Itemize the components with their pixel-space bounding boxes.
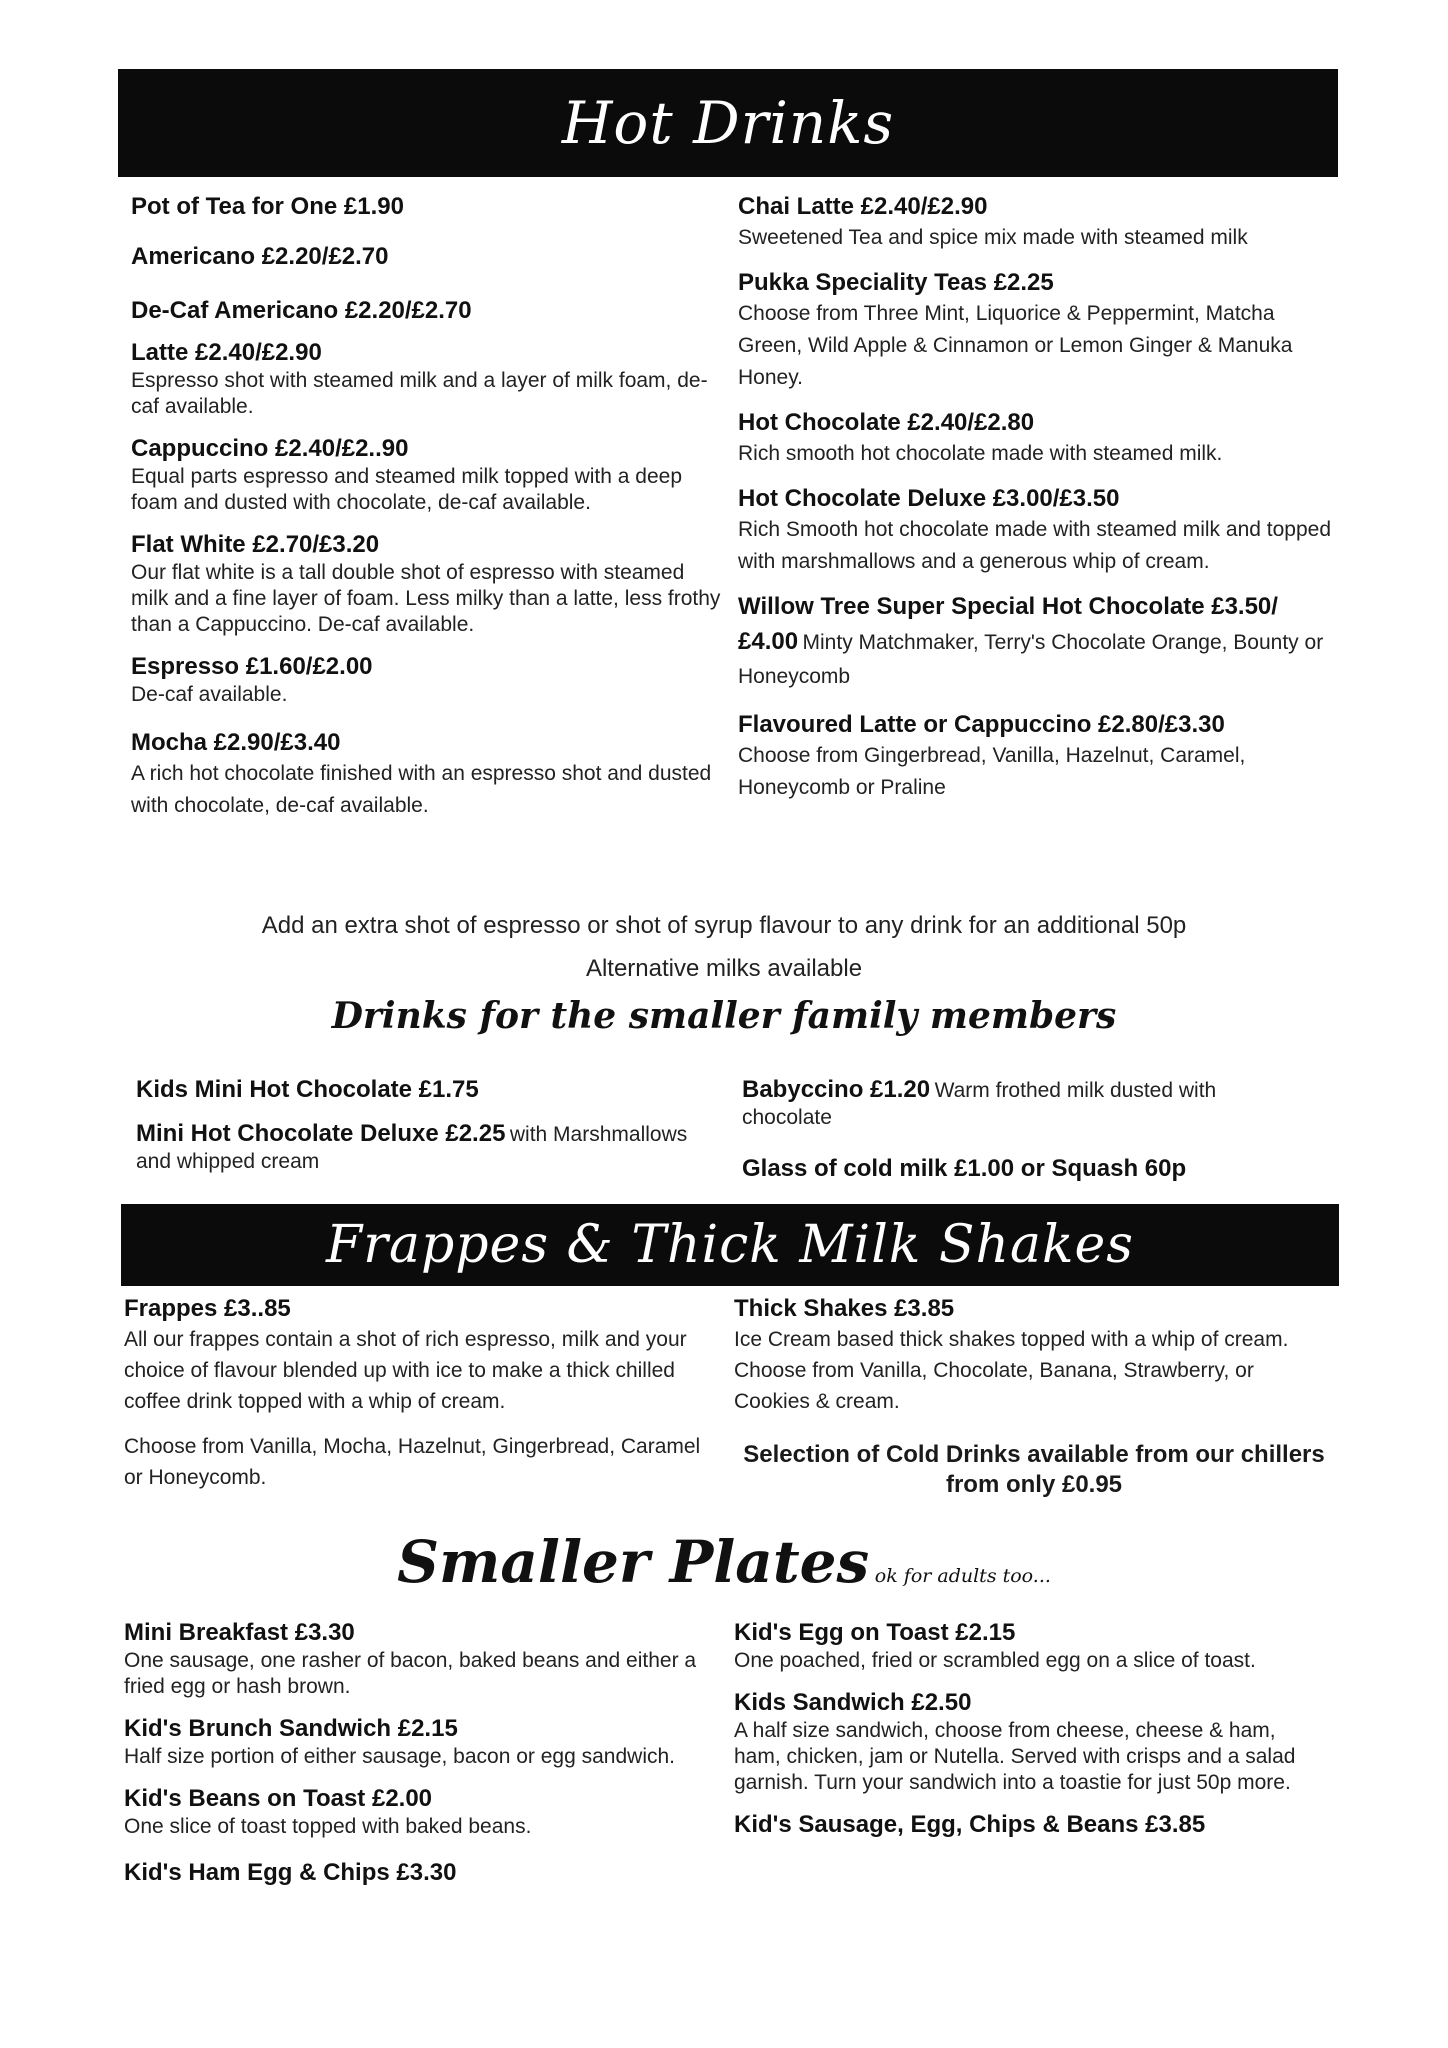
- hot-drinks-right-column: [738, 192, 1338, 818]
- frappes-banner: Frappes & Thick Milk Shakes: [121, 1204, 1339, 1286]
- item-name: Kids Sandwich £2.50: [734, 1689, 972, 1716]
- item-name: Willow Tree Super Special Hot Chocolate £3.50/ £4.00: [738, 593, 1278, 655]
- smaller-plates-heading: [0, 1528, 1448, 1596]
- item-name: Latte £2.40/£2.90: [131, 339, 322, 366]
- plates-right-column: [734, 1618, 1324, 1854]
- item-name: Cappuccino £2.40/£2..90: [131, 435, 409, 462]
- item-description: Rich smooth hot chocolate made with steamed milk.: [738, 442, 1223, 465]
- frappes-left-column: [124, 1294, 724, 1507]
- item-name: Pukka Speciality Teas £2.25: [738, 269, 1054, 296]
- menu-item: [124, 1784, 714, 1840]
- item-description: Equal parts espresso and steamed milk topped with a deep foam and dusted with chocolate, de-caf available.: [131, 465, 682, 514]
- item-name: Frappes £3..85: [124, 1295, 291, 1322]
- extra-shot-note: Add an extra shot of espresso or shot of syrup flavour to any drink for an additional 50p: [261, 912, 1187, 939]
- item-name: Pot of Tea for One £1.90: [131, 193, 404, 220]
- item-name: Kid's Sausage, Egg, Chips & Beans £3.85: [734, 1811, 1206, 1838]
- item-description: Ice Cream based thick shakes topped with a whip of cream. Choose from Vanilla, Chocolate, Banana, Strawberry, or Cookies & cream.: [734, 1328, 1289, 1413]
- kids-drinks-left-column: [136, 1075, 716, 1190]
- menu-item: [738, 192, 1338, 254]
- menu-item: [738, 484, 1338, 578]
- menu-item: [738, 710, 1338, 804]
- menu-item: [131, 338, 721, 420]
- item-name: Kids Mini Hot Chocolate £1.75: [136, 1076, 479, 1103]
- item-name: Flat White £2.70/£3.20: [131, 531, 380, 558]
- menu-item: [738, 268, 1338, 394]
- item-description: De-caf available.: [131, 683, 288, 706]
- menu-item: [136, 1119, 716, 1176]
- menu-item: [738, 592, 1338, 696]
- item-description: Rich Smooth hot chocolate made with steamed milk and topped with marshmallows and a generous whip of cream.: [738, 518, 1331, 573]
- menu-item: [131, 296, 721, 326]
- item-description: with Marshmallows and whipped cream: [136, 1123, 688, 1173]
- item-name: Mini Breakfast £3.30: [124, 1619, 355, 1646]
- item-description: Choose from Vanilla, Mocha, Hazelnut, Gingerbread, Caramel or Honeycomb.: [124, 1435, 701, 1489]
- menu-item: [738, 408, 1338, 470]
- menu-item: [131, 242, 721, 272]
- item-name: Babyccino £1.20: [742, 1076, 931, 1103]
- item-name: Flavoured Latte or Cappuccino £2.80/£3.30: [738, 711, 1225, 738]
- frappes-right-column: [734, 1294, 1314, 1431]
- smaller-plates-title: Smaller Plates: [397, 1528, 870, 1596]
- item-name: Hot Chocolate Deluxe £3.00/£3.50: [738, 485, 1120, 512]
- item-description: All our frappes contain a shot of rich espresso, milk and your choice of flavour blended up with ice to make a thick chilled coffee drink topped with a whip of cream.: [124, 1328, 687, 1413]
- menu-item: [131, 434, 721, 516]
- hot-drinks-left-column: [131, 192, 721, 836]
- menu-item: [131, 530, 721, 638]
- item-name: Hot Chocolate £2.40/£2.80: [738, 409, 1035, 436]
- menu-item: [124, 1431, 724, 1493]
- menu-item: [742, 1154, 1302, 1184]
- menu-item: [734, 1688, 1324, 1796]
- item-name: Kid's Beans on Toast £2.00: [124, 1785, 433, 1812]
- menu-item: [124, 1714, 714, 1770]
- menu-item: [124, 1858, 714, 1888]
- item-description: Choose from Three Mint, Liquorice & Peppermint, Matcha Green, Wild Apple & Cinnamon or Lemon Ginger & Manuka Honey.: [738, 302, 1293, 389]
- menu-item: [124, 1618, 714, 1700]
- menu-item: [734, 1294, 1314, 1417]
- item-description: A half size sandwich, choose from cheese, cheese & ham, ham, chicken, jam or Nutella. Served with crisps and a salad garnish. Turn your sandwich into a toastie for just 50p more.: [734, 1719, 1296, 1794]
- item-description: Sweetened Tea and spice mix made with steamed milk: [738, 226, 1248, 249]
- item-description: Half size portion of either sausage, bacon or egg sandwich.: [124, 1745, 675, 1768]
- kids-drinks-right-column: [742, 1075, 1302, 1198]
- item-name: Espresso £1.60/£2.00: [131, 653, 373, 680]
- item-name: De-Caf Americano £2.20/£2.70: [131, 297, 472, 324]
- item-description: One poached, fried or scrambled egg on a slice of toast.: [734, 1649, 1256, 1672]
- menu-item: [136, 1075, 716, 1105]
- item-description: Warm frothed milk dusted with chocolate: [742, 1079, 1217, 1129]
- item-name: Kid's Egg on Toast £2.15: [734, 1619, 1016, 1646]
- hot-drinks-banner: Hot Drinks: [118, 69, 1338, 177]
- cold-drinks-note: Selection of Cold Drinks available from our chillers from only £0.95: [743, 1441, 1325, 1498]
- item-name: Kid's Brunch Sandwich £2.15: [124, 1715, 458, 1742]
- smaller-plates-subtitle: ok for adults too...: [874, 1565, 1051, 1587]
- item-description: One sausage, one rasher of bacon, baked beans and either a fried egg or hash brown.: [124, 1649, 697, 1698]
- item-description: Our flat white is a tall double shot of espresso with steamed milk and a fine layer of foam. Less milky than a latte, less frothy than a Cappuccino. De-caf available.: [131, 561, 721, 636]
- item-name: Americano £2.20/£2.70: [131, 243, 389, 270]
- plates-left-column: [124, 1618, 714, 1902]
- menu-item: [131, 728, 721, 822]
- item-name: Mini Hot Chocolate Deluxe £2.25: [136, 1120, 506, 1147]
- kids-drinks-heading: Drinks for the smaller family members: [331, 995, 1117, 1037]
- item-name: Kid's Ham Egg & Chips £3.30: [124, 1859, 457, 1886]
- menu-item: [124, 1294, 724, 1417]
- item-description: Minty Matchmaker, Terry's Chocolate Orange, Bounty or Honeycomb: [738, 631, 1324, 688]
- item-description: One slice of toast topped with baked beans.: [124, 1815, 532, 1838]
- menu-item: [742, 1075, 1302, 1132]
- menu-item: [734, 1810, 1324, 1840]
- menu-item: [131, 192, 721, 222]
- item-description: Espresso shot with steamed milk and a layer of milk foam, de-caf available.: [131, 369, 708, 418]
- item-name: Chai Latte £2.40/£2.90: [738, 193, 988, 220]
- item-description: A rich hot chocolate finished with an espresso shot and dusted with chocolate, de-caf available.: [131, 762, 712, 817]
- item-name: Glass of cold milk £1.00 or Squash 60p: [742, 1155, 1187, 1182]
- menu-item: [734, 1618, 1324, 1674]
- alternative-milks-note: Alternative milks available: [585, 955, 863, 982]
- item-description: Choose from Gingerbread, Vanilla, Hazelnut, Caramel, Honeycomb or Praline: [738, 744, 1246, 799]
- item-name: Thick Shakes £3.85: [734, 1295, 955, 1322]
- item-name: Mocha £2.90/£3.40: [131, 729, 341, 756]
- menu-item: [131, 652, 721, 708]
